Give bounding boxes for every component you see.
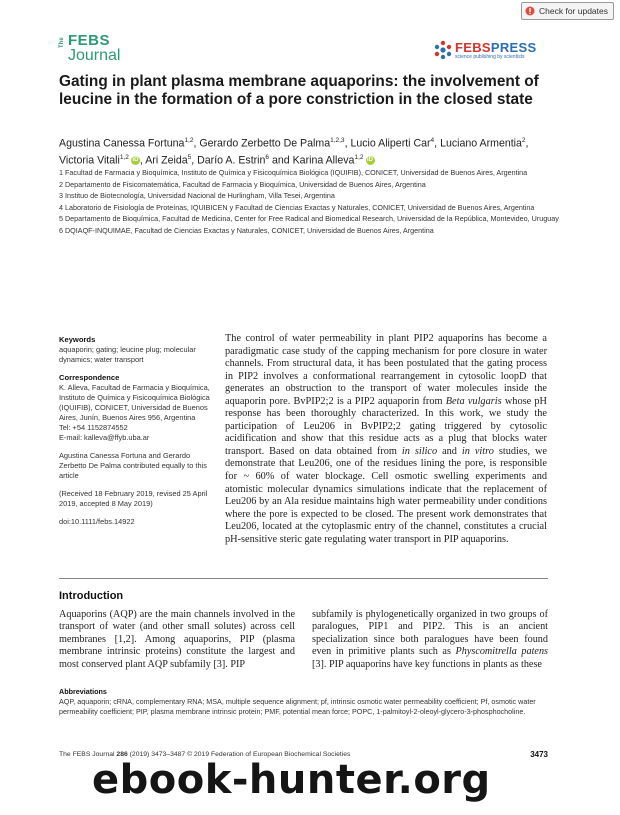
author-list: Agustina Canessa Fortuna$^{1,2}$, Gerardo Zerbetto De Palma$^{1,2,3}$, Lucio Aliperti Car$^4$, Luciano Armentia$^2$, Victoria Vitali$^{1,2}$ iD , Ari Zeida$^5$, Darío A. Estrin$^6$ and Karina Alleva$^{1,2}$ iD xyxy=(59,137,529,167)
orcid-icon[interactable]: iD xyxy=(132,156,139,163)
introduction-left-column: Aquaporins (AQP) are the main channels involved in the transport of water (and other small solutes) across cell membranes [1,2]. Among aquaporins, PIP (plasma membrane intrinsic proteins) constitute the largest and most conserved plant AQP subfamily [3]. PIP xyxy=(59,609,295,670)
introduction-right-column: subfamily is phylogenetically organized in two groups of paralogues, PIP1 and PIP2. This is an ancient specialization since both paralogues have been found even in primitive plants such as Physcomitrella patens [3]. PIP aquaporins have key functions in plants as these xyxy=(312,609,548,670)
doi-link[interactable]: doi:10.1111/febs.14922 xyxy=(59,517,135,526)
author-affiliation-ref: 6 xyxy=(265,153,270,161)
correspondence-tel: Tel: +54 1152874552 xyxy=(59,423,128,432)
febs-journal-logo: The FEBS Journal xyxy=(59,32,121,64)
received-dates: (Received 18 February 2019, revised 25 April 2019, accepted 8 May 2019) xyxy=(59,489,208,508)
page-number: 3473 xyxy=(530,750,548,759)
keywords-heading: Keywords xyxy=(59,335,96,344)
equal-contribution-note: Agustina Canessa Fortuna and Gerardo Zerbetto De Palma contributed equally to this article xyxy=(59,451,207,480)
author-affiliation-ref: 1,2 xyxy=(184,137,194,144)
check-for-updates-button[interactable] xyxy=(521,2,614,20)
author-name: Luciano Armentia xyxy=(440,137,522,150)
affiliation-list xyxy=(59,168,569,237)
section-divider xyxy=(59,578,548,579)
watermark-text: ebook-hunter.org xyxy=(92,757,491,803)
abbreviations-block xyxy=(59,687,549,716)
author-affiliation-ref: 2 xyxy=(521,137,526,144)
affiliation-item: 5 Departamento de Bioquímica, Facultad de Medicina, Center for Free Radical and Biomedical Research, Universidad de la República, Montevideo, Uruguay xyxy=(59,214,559,223)
affiliation-item: 1 Facultad de Farmacia y Bioquímica, Instituto de Química y Fisicoquímica Biológica (IQUIFIB), CONICET, Universidad de Buenos Aires, Argentina xyxy=(59,168,528,177)
affiliation-item: 2 Departamento de Fisicomatemática, Facultad de Farmacia y Bioquímica, Universidad de Buenos Aires, Argentina xyxy=(59,179,426,189)
keywords-text: aquaporin; gating; leucine plug; molecular dynamics; water transport xyxy=(59,345,196,364)
febs-press-dots-icon xyxy=(433,40,453,60)
author-affiliation-ref: 1,2,3 xyxy=(330,137,345,144)
footer-citation: The FEBS Journal 286 (2019) 3473–3487 © 2019 Federation of European Biochemical Societies xyxy=(59,751,351,758)
affiliation-item: 3 Instituo de Biotecnología, Universidad Nacional de Hurlingham, Villa Tesei, Argentina xyxy=(59,191,335,200)
author-name: Agustina Canessa Fortuna xyxy=(59,137,185,150)
abstract-text: The control of water permeability in plant PIP2 aquaporins has become a paradigmatic case study of the capping mechanism for pore closure in water channels. From structural data, it has been postulated that the gating process in PIP2 involves a conformational rearrangement in cytosolic loopD that generates an obstruction to the transport of water molecules inside the aquaporin pore. BvPIP2;2 is a PIP2 aquaporin from Beta vulgaris whose pH response has been thoroughly characterized. In this work, we study the participation of Leu206 in BvPIP2;2 gating triggered by cytosolic acidification and show that this residue acts as a plug that blocks water transport. Based on data obtained from in silico and in vitro studies, we demonstrate that Leu206, one of the residues lining the pore, is responsible for ~ 60% of water blockage. Cell osmotic swelling experiments and atomistic molecular dynamics simulations indicate that the replacement of Leu206 by an Ala residue maintains high water permeability under conditions where the pore is expected to be closed. The present work demonstrates that Leu206, located at the cytoplasmic entry of the channel, constitutes a crucial pH-sensitive steric gate regulating water transport in PIP aquaporins. xyxy=(225,333,547,545)
affiliation-item: 4 Laboratorio de Fisiología de Proteínas, IQUIBICEN y Facultad de Ciencias Exactas y Naturales, CONICET, Universidad de Buenos Aires, Argentina xyxy=(59,202,535,212)
introduction-heading: Introduction xyxy=(59,590,124,602)
correspondence-email[interactable]: E-mail: kalleva@ffyb.uba.ar xyxy=(59,433,150,442)
update-icon xyxy=(525,6,535,16)
abbreviations-heading: Abbreviations xyxy=(59,687,107,696)
article-sidebar xyxy=(59,335,211,527)
author-name: Karina Alleva xyxy=(292,154,355,167)
affiliation-item: 6 DQIAQF-INQUIMAE, Facultad de Ciencias Exactas y Naturales, CONICET, Universidad de Buenos Aires, Argentina xyxy=(59,225,434,235)
article-title: Gating in plant plasma membrane aquaporins: the involvement of leucine in the formation of a pore constriction in the closed state xyxy=(59,73,539,108)
author-affiliation-ref: 1,2 xyxy=(119,153,129,161)
febs-press-logo: FEBSPRESS science publishing by scientists xyxy=(433,38,563,64)
abbreviations-text: AQP, aquaporin; cRNA, complementary RNA; MSA, multiple sequence alignment; pf, intrinsic osmotic water permeability coefficient; Pf, osmotic water permeability coefficient; PIP, plasma membrane intrinsic protein; PMF, potential mean force; POPC, 1-palmitoyl-2-oleoyl-glycero-3-phosphocholine. xyxy=(59,696,536,716)
check-for-updates-label: Check for updates xyxy=(539,6,608,16)
author-name: Victoria Vitali xyxy=(59,154,120,167)
author-affiliation-ref: 1,2 xyxy=(354,153,364,161)
author-affiliation-ref: 5 xyxy=(187,153,192,161)
author-name: Ari Zeida xyxy=(145,154,188,167)
correspondence-heading: Correspondence xyxy=(59,373,120,382)
correspondence-address: K. Alleva, Facultad de Farmacia y Bioquímica, Instituto de Química y Fisicoquímica Biológica (IQUIFIB), CONICET, Universidad de Buenos Aires, Junín, Buenos Aires 956, Argentina xyxy=(59,383,210,422)
author-name: Darío A. Estrin xyxy=(197,154,266,167)
orcid-icon[interactable]: iD xyxy=(367,156,373,163)
author-name: Gerardo Zerbetto De Palma xyxy=(199,137,331,150)
author-affiliation-ref: 4 xyxy=(430,137,435,144)
author-name: Lucio Aliperti Car xyxy=(350,137,431,150)
species-name: Beta vulgaris xyxy=(445,395,502,407)
